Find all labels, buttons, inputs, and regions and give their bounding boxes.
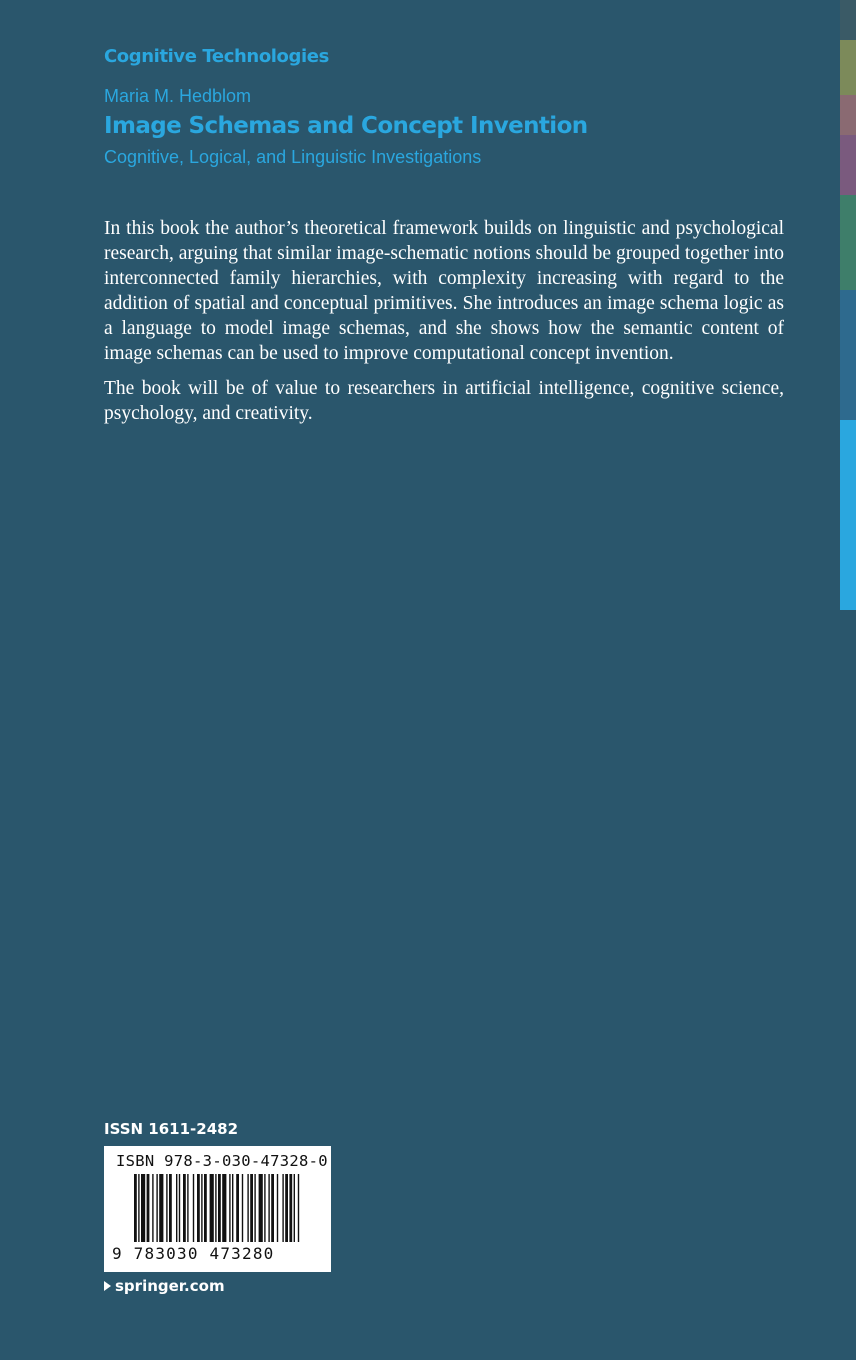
barcode-bar: [264, 1174, 265, 1242]
triangle-right-icon: [104, 1281, 111, 1291]
description-paragraph: In this book the author’s theoretical framework builds on linguistic and psychological research, arguing that similar image-schematic notions should be grouped together into interconnected family hierarchies, with complexity increasing with regard to the addition of spatial and conceptual primitives. She introduces an image schema logic as a language to model image schemas, and she shows how the semantic content of image schemas can be used to improve computational concept invention.: [104, 218, 784, 364]
isbn-text: ISBN 978-3-030-47328-0: [116, 1152, 328, 1170]
barcode-bar: [169, 1174, 172, 1242]
barcode-bar: [229, 1174, 230, 1242]
barcode-bar: [236, 1174, 239, 1242]
barcode-bar: [289, 1174, 292, 1242]
strip-segment: [840, 290, 856, 420]
barcode-bar: [134, 1174, 137, 1242]
barcode-bar: [138, 1174, 139, 1242]
series-name: Cognitive Technologies: [104, 46, 329, 67]
issn-number: ISSN 1611-2482: [104, 1120, 239, 1138]
strip-segment: [840, 195, 856, 290]
barcode-bar: [218, 1174, 221, 1242]
barcode-bar: [183, 1174, 186, 1242]
barcode-bar: [201, 1174, 202, 1242]
book-title: Image Schemas and Concept Invention: [104, 113, 588, 139]
book-description: [104, 216, 784, 436]
isbn-barcode: [104, 1146, 331, 1272]
ean-digits: 9 783030 473280: [112, 1244, 275, 1263]
barcode-bar: [197, 1174, 200, 1242]
barcode-bar: [254, 1174, 255, 1242]
strip-segment: [840, 135, 856, 195]
website-label: springer.com: [115, 1277, 225, 1295]
color-edge-strip: [840, 0, 856, 1360]
barcode-bar: [152, 1174, 153, 1242]
strip-segment: [840, 95, 856, 135]
strip-segment: [840, 420, 856, 610]
barcode-bar: [187, 1174, 188, 1242]
barcode-bar: [176, 1174, 177, 1242]
barcode-bar: [204, 1174, 207, 1242]
strip-segment: [840, 610, 856, 1360]
barcode-bar: [232, 1174, 233, 1242]
barcode-bar: [277, 1174, 278, 1242]
barcode-bar: [285, 1174, 288, 1242]
book-subtitle: Cognitive, Logical, and Linguistic Investigations: [104, 147, 482, 167]
barcode-bar: [159, 1174, 163, 1242]
barcode-bar: [268, 1174, 269, 1242]
barcode-bar: [210, 1174, 214, 1242]
strip-segment: [840, 0, 856, 40]
strip-segment: [840, 40, 856, 95]
barcode-bar: [215, 1174, 216, 1242]
barcode-bar: [271, 1174, 274, 1242]
barcode-bar: [250, 1174, 253, 1242]
barcode-bar: [282, 1174, 283, 1242]
barcode-bar: [298, 1174, 299, 1242]
barcode-bar: [166, 1174, 167, 1242]
barcode-bar: [222, 1174, 226, 1242]
barcode-bar: [179, 1174, 180, 1242]
barcode-bar: [294, 1174, 295, 1242]
barcode-bar: [141, 1174, 145, 1242]
barcode-bar: [147, 1174, 150, 1242]
barcode-bar: [259, 1174, 263, 1242]
barcode-bar: [156, 1174, 157, 1242]
springer-link[interactable]: [104, 1277, 225, 1295]
author-name: Maria M. Hedblom: [104, 86, 252, 106]
barcode-bar: [193, 1174, 194, 1242]
barcode-bar: [242, 1174, 243, 1242]
barcode-bar: [247, 1174, 248, 1242]
description-paragraph: The book will be of value to researchers in artificial intelligence, cognitive science, psychology, and creativity.: [104, 378, 784, 424]
